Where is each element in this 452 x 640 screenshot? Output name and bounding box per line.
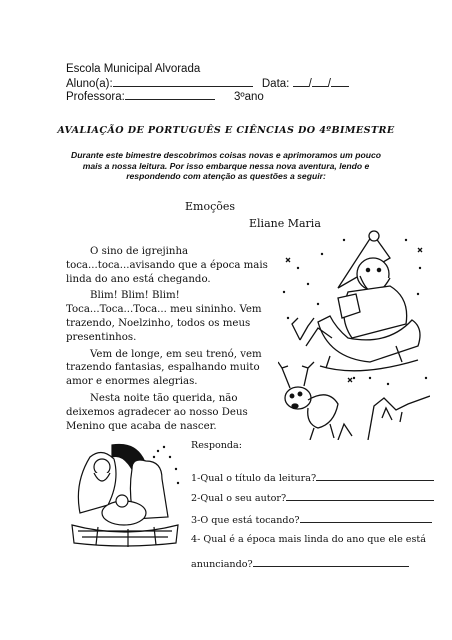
teacher-label: Professora:: [66, 91, 125, 103]
question-1-text: 1-Qual o título da leitura?: [191, 473, 317, 484]
nativity-illustration: [68, 443, 182, 547]
answer-3-blank[interactable]: [300, 512, 432, 523]
poem-stanza: O sino de igrejinha toca...toca...avisando que a época mais linda do ano está chegando.: [66, 246, 268, 285]
question-2: [191, 490, 434, 504]
question-4: [191, 534, 426, 545]
teacher-name-blank[interactable]: [125, 89, 215, 100]
question-4-text-end: anunciando?: [191, 559, 253, 570]
poem-title: Emoções: [185, 200, 236, 213]
santa-sleigh-illustration: [278, 228, 430, 440]
poem-body: [66, 245, 278, 436]
answer-1-blank[interactable]: [316, 470, 434, 481]
student-label: Aluno(a):: [66, 78, 113, 90]
teacher-line: [66, 89, 264, 104]
poem-author: Eliane Maria: [249, 217, 321, 230]
question-3-text: 3-O que está tocando?: [191, 515, 300, 526]
school-name: Escola Municipal Alvorada: [66, 63, 201, 75]
poem-stanza: Vem de longe, em seu trenó, vem trazendo fantasias, espalhando muito amor e enormes alegrias.: [66, 348, 262, 388]
question-2-text: 2-Qual o seu autor?: [191, 493, 287, 504]
poem-stanza: Nesta noite tão querida, não deixemos agradecer ao nosso Deus Menino que acaba de nascer.: [66, 392, 248, 432]
question-4-text: 4- Qual é a época mais linda do ano que ele está: [191, 534, 426, 545]
answer-2-blank[interactable]: [286, 490, 434, 501]
poem-stanza: Blim! Blim! Blim! Toca...Toca...Toca... meu sininho. Vem trazendo, Noelzinho, todos os meus presentinhos.: [66, 290, 262, 343]
question-1: [191, 470, 434, 484]
date-day-blank[interactable]: [293, 76, 309, 87]
question-3: [191, 512, 432, 526]
question-4-continued: [191, 556, 409, 570]
answer-4-blank[interactable]: [253, 556, 409, 567]
student-name-blank[interactable]: [113, 76, 253, 87]
date-label: Data:: [261, 78, 290, 90]
intro-text: Durante este bimestre descobrimos coisas novas e aprimoramos um pouco mais a nossa leitura. Por isso embarque nessa nova aventura, lendo e respondendo com atenção as questões a seguir:: [71, 150, 381, 182]
page-title: AVALIAÇÃO DE PORTUGUÊS E CIÊNCIAS DO 4ºBIMESTRE: [57, 125, 395, 136]
date-year-blank[interactable]: [331, 76, 349, 87]
student-line: Aluno(a): Data: / /: [66, 76, 349, 91]
date-month-blank[interactable]: [312, 76, 328, 87]
questions-heading: Responda:: [191, 440, 243, 451]
grade-label: 3ºano: [234, 91, 264, 103]
